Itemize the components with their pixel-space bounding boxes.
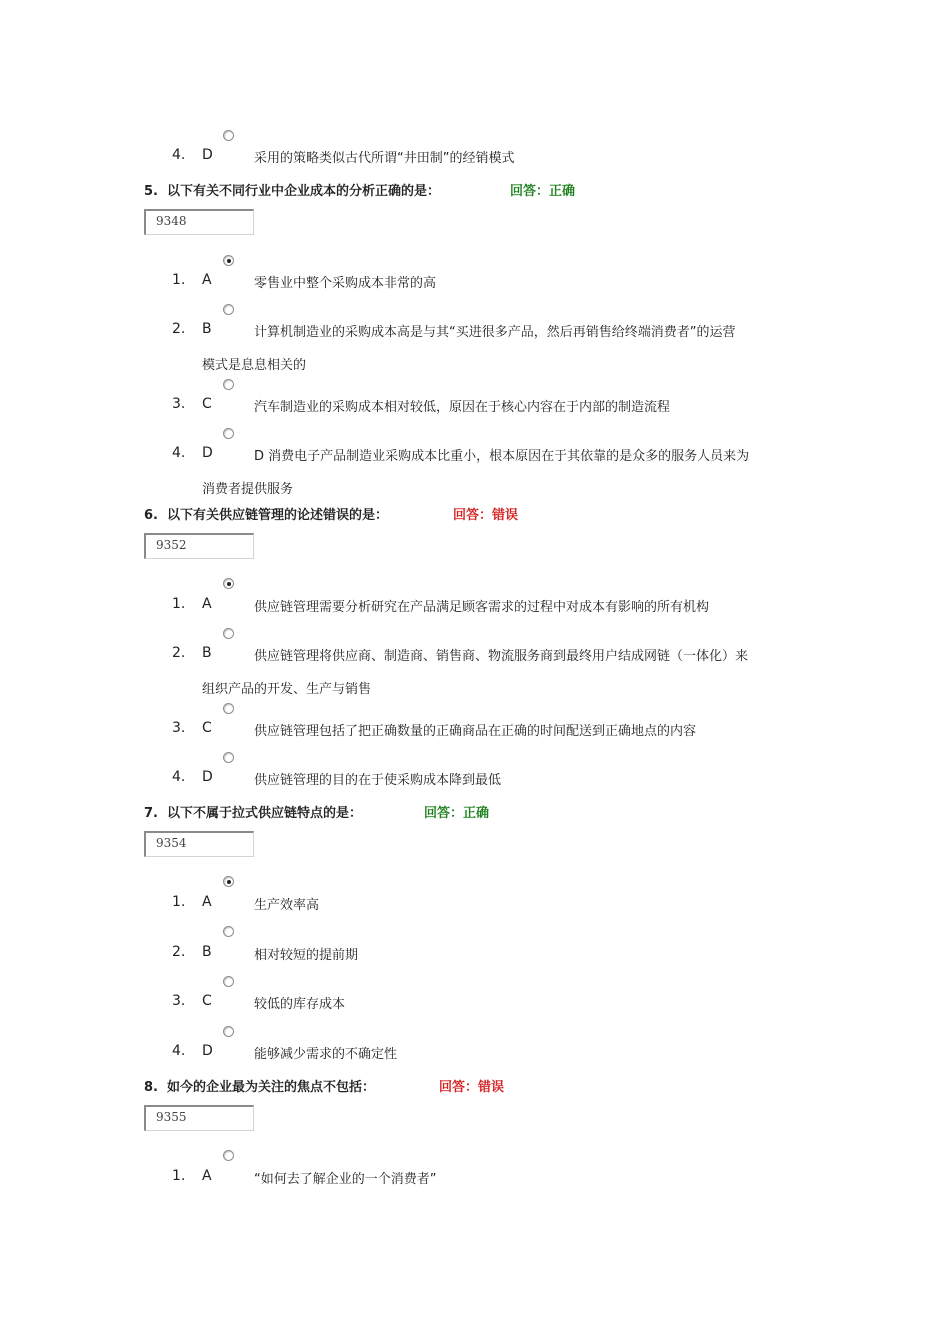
spacer <box>158 1080 167 1095</box>
question-code-field[interactable]: 9354 <box>144 831 254 857</box>
option-radio[interactable] <box>223 255 234 266</box>
answer-status: 回答：错误 <box>439 1080 505 1095</box>
option-radio[interactable] <box>223 628 234 639</box>
option-number: 4. <box>172 1043 186 1059</box>
option-text: 零售业中整个采购成本非常的高 <box>254 276 437 291</box>
option-radio[interactable] <box>223 1150 234 1161</box>
option-letter: C <box>202 993 212 1009</box>
option-number: 4. <box>172 445 186 461</box>
option-number: 2. <box>172 944 186 960</box>
option-text: 供应链管理需要分析研究在产品满足顾客需求的过程中对成本有影响的所有机构 <box>254 600 710 615</box>
option-letter: D <box>202 147 213 163</box>
question-number: 7. <box>144 806 158 821</box>
spacer <box>158 806 167 821</box>
option-radio[interactable] <box>223 703 234 714</box>
question-code-field[interactable]: 9348 <box>144 209 254 235</box>
option-letter: A <box>202 596 212 612</box>
option-radio[interactable] <box>223 304 234 315</box>
option-text: 供应链管理的目的在于使采购成本降到最低 <box>254 773 502 788</box>
answer-status: 回答：错误 <box>453 508 519 523</box>
option-number: 1. <box>172 596 186 612</box>
question-text: 以下有关供应链管理的论述错误的是： <box>167 508 389 523</box>
option-number: 4. <box>172 769 186 785</box>
option-number: 3. <box>172 720 186 736</box>
option-text: 能够减少需求的不确定性 <box>254 1047 398 1062</box>
answer-status: 回答：正确 <box>510 184 576 199</box>
option-letter: D <box>202 769 213 785</box>
question-number: 5. <box>144 184 158 199</box>
option-letter: A <box>202 1168 212 1184</box>
option-radio[interactable] <box>223 428 234 439</box>
option-text: 生产效率高 <box>254 898 320 913</box>
spacer <box>158 508 167 523</box>
question-number: 6. <box>144 508 158 523</box>
option-number: 4. <box>172 147 186 163</box>
option-number: 1. <box>172 272 186 288</box>
option-letter: D <box>202 445 213 461</box>
option-radio[interactable] <box>223 1026 234 1037</box>
question-text: 以下不属于拉式供应链特点的是： <box>167 806 363 821</box>
question-text: 以下有关不同行业中企业成本的分析正确的是： <box>167 184 441 199</box>
option-letter: A <box>202 272 212 288</box>
option-number: 3. <box>172 396 186 412</box>
option-radio[interactable] <box>223 976 234 987</box>
option-text-continued: 组织产品的开发、生产与销售 <box>202 682 372 697</box>
option-text: 汽车制造业的采购成本相对较低，原因在于核心内容在于内部的制造流程 <box>254 400 671 415</box>
option-text: 相对较短的提前期 <box>254 948 359 963</box>
question-code-field[interactable]: 9352 <box>144 533 254 559</box>
option-text: 采用的策略类似古代所谓“井田制”的经销模式 <box>254 151 515 166</box>
option-radio[interactable] <box>223 578 234 589</box>
option-number: 3. <box>172 993 186 1009</box>
question-title <box>144 1076 375 1095</box>
option-radio[interactable] <box>223 379 234 390</box>
question-title <box>144 802 362 821</box>
option-text: 较低的库存成本 <box>254 997 346 1012</box>
option-radio[interactable] <box>223 876 234 887</box>
option-letter: B <box>202 321 212 337</box>
option-letter: B <box>202 944 212 960</box>
option-number: 1. <box>172 1168 186 1184</box>
option-number: 2. <box>172 321 186 337</box>
question-title <box>144 180 440 199</box>
option-radio[interactable] <box>223 752 234 763</box>
option-text: D 消费电子产品制造业采购成本比重小，根本原因在于其依靠的是众多的服务人员来为 <box>254 449 750 464</box>
option-letter: B <box>202 645 212 661</box>
option-text-continued: 模式是息息相关的 <box>202 358 307 373</box>
answer-status: 回答：正确 <box>424 806 490 821</box>
option-text: 供应链管理将供应商、制造商、销售商、物流服务商到最终用户结成网链（一体化）来 <box>254 649 749 664</box>
option-radio[interactable] <box>223 130 234 141</box>
spacer <box>158 184 167 199</box>
option-radio[interactable] <box>223 926 234 937</box>
question-text: 如今的企业最为关注的焦点不包括： <box>167 1080 376 1095</box>
option-letter: A <box>202 894 212 910</box>
option-text: 供应链管理包括了把正确数量的正确商品在正确的时间配送到正确地点的内容 <box>254 724 697 739</box>
option-number: 1. <box>172 894 186 910</box>
option-text: 计算机制造业的采购成本高是与其“买进很多产品，然后再销售给终端消费者”的运营 <box>254 325 736 340</box>
option-number: 2. <box>172 645 186 661</box>
option-letter: D <box>202 1043 213 1059</box>
question-title <box>144 504 388 523</box>
option-letter: C <box>202 396 212 412</box>
question-code-field[interactable]: 9355 <box>144 1105 254 1131</box>
option-text: “如何去了解企业的一个消费者” <box>254 1172 437 1187</box>
question-number: 8. <box>144 1080 158 1095</box>
option-text-continued: 消费者提供服务 <box>202 482 294 497</box>
option-letter: C <box>202 720 212 736</box>
